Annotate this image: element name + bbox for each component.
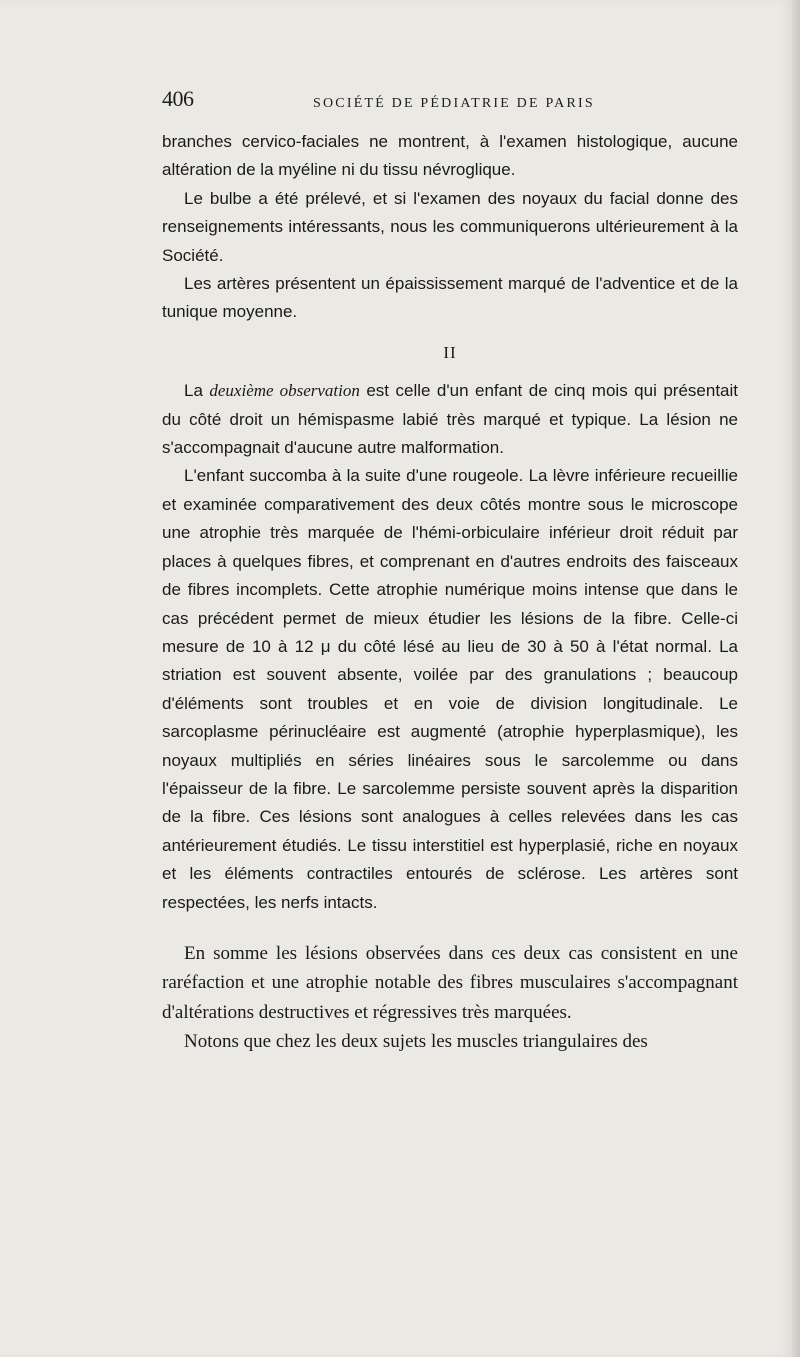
conclusion-block — [162, 939, 738, 1057]
paragraph-arteres: Les artères présentent un épaississement marqué de l'adventice et de la tunique moyenne. — [162, 274, 738, 322]
paragraph-en-somme: En somme les lésions observées dans ces deux cas consistent en une raréfaction et une atrophie notable des fibres musculaires s'accompagnant d'altérations destructives et régressives très marquées. — [162, 942, 738, 1023]
paragraph-notons: Notons que chez les deux sujets les muscles triangulaires des — [184, 1031, 648, 1053]
paragraph-text-start: La — [184, 381, 210, 401]
paragraph-text-end: est celle d'un enfant de cinq mois qui présentait du côté droit un hémispasme labié très marqué et typique. La lésion ne s'accompagnait d'aucune autre malformation. — [162, 381, 739, 458]
section-heading: II — [443, 342, 457, 362]
page-number: 406 — [162, 86, 194, 111]
page-body — [162, 128, 738, 1057]
running-header: SOCIÉTÉ DE PÉDIATRIE DE PARIS — [313, 96, 595, 111]
paragraph-deuxieme-observation — [162, 377, 738, 462]
paragraph-continuation: branches cervico-faciales ne montrent, à l'examen histologique, aucune altération de la myéline ni du tissu névroglique. — [162, 132, 738, 180]
page-edge — [792, 0, 800, 1357]
italic-term: deuxième observation — [209, 381, 360, 401]
paragraph-rougeole: L'enfant succomba à la suite d'une rougeole. La lèvre inférieure recueillie et examinée comparativement des deux côtés montre sous le microscope une atrophie très marquée de l'hémi-orbiculaire inférieur droit réduit par places à quelques fibres, et comprenant en d'autres endroits des faisceaux de fibres incomplets. Cette atrophie numérique moins intense que dans le cas précédent permet de mieux étudier les lésions de la fibre. Celle-ci mesure de 10 à 12 μ du côté lésé au lieu de 30 à 50 à l'état normal. La striation est souvent absente, voilée par des granulations ; beaucoup d'éléments sont troubles et en voie de division longitudinale. Le sarcoplasme périnucléaire est augmenté (atrophie hyperplasmique), les noyaux multipliés en séries linéaires sous le sarcolemme ou dans l'épaisseur de la fibre. Le sarcolemme persiste souvent après la disparition de la fibre. Ces lésions sont analogues à celles relevées dans les cas antérieurement étudiés. Le tissu interstitiel est hyperplasié, riche en noyaux et les éléments contractiles entourés de sclérose. Les artères sont respectées, les nerfs intacts. — [162, 466, 738, 912]
paragraph-bulbe: Le bulbe a été prélevé, et si l'examen des noyaux du facial donne des renseignements intéressants, nous les communiquerons ultérieurement à la Société. — [162, 188, 738, 265]
